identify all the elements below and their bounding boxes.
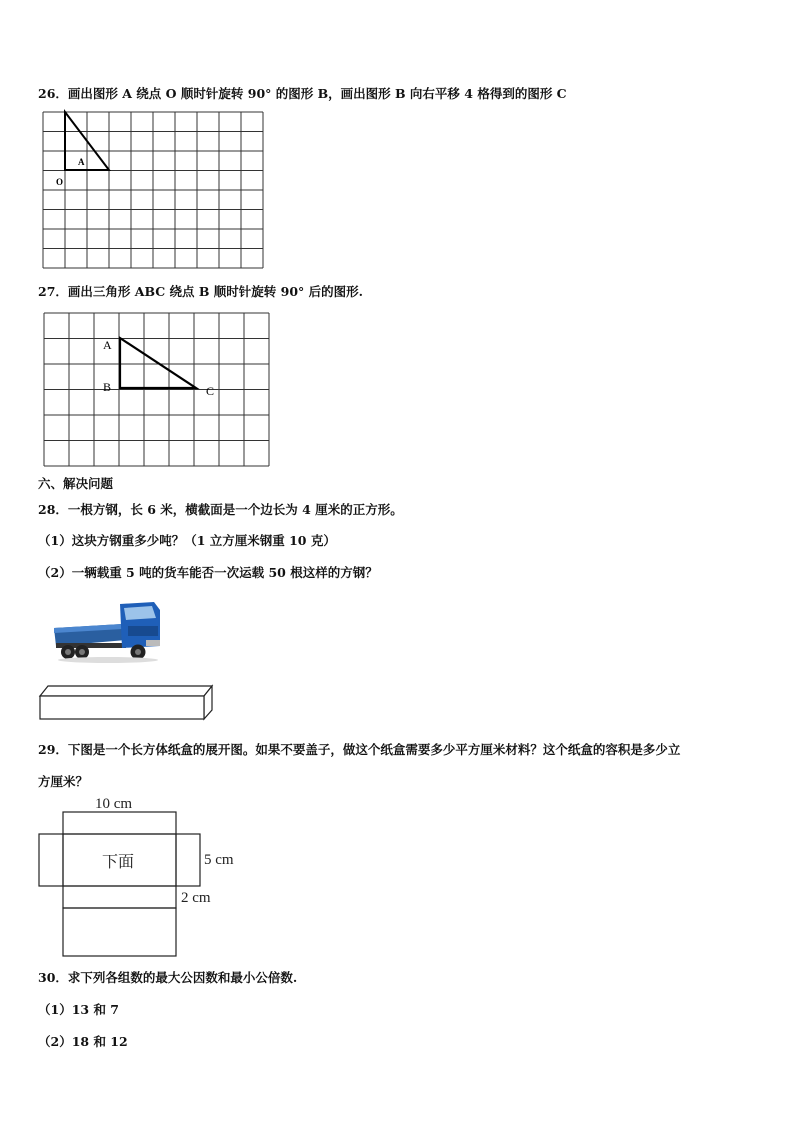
length-label: 10 cm — [95, 796, 133, 812]
q27-grid-figure — [42, 311, 274, 469]
bottom-face-label: 下面 — [102, 852, 135, 871]
q30-sub1: （1）13 和 7 — [38, 1002, 119, 1017]
q27-grid-lines — [44, 313, 269, 466]
q28-sub2: （2）一辆载重 5 吨的货车能否一次运载 50 根这样的方钢？ — [38, 565, 378, 580]
net-extra-face — [63, 908, 176, 956]
shape-a-label: A — [78, 157, 85, 167]
vertex-c-label: C — [206, 384, 215, 398]
net-left-face — [39, 834, 63, 886]
net-back-face — [63, 812, 176, 834]
q29-text-line2: 方厘米？ — [38, 774, 89, 789]
q26-grid-lines — [43, 112, 263, 268]
triangle-abc — [120, 338, 196, 388]
net-front-face — [63, 886, 176, 908]
q27-text: 27．画出三角形 ABC 绕点 B 顺时针旋转 90° 后的图形. — [38, 284, 364, 299]
vertex-b-label: B — [103, 380, 112, 394]
q28-text: 28．一根方钢，长 6 米，横截面是一个边长为 4 厘米的正方形。 — [38, 502, 403, 517]
q26-grid-figure — [40, 108, 270, 270]
q30-text: 30．求下列各组数的最大公因数和最小公倍数. — [38, 970, 298, 985]
section6-title: 六、解决问题 — [38, 476, 114, 491]
q29-text-line1: 29．下图是一个长方体纸盒的展开图。如果不要盖子，做这个纸盒需要多少平方厘米材料？这个纸盒的容积是多少立 — [38, 742, 681, 757]
height-label: 2 cm — [181, 890, 211, 906]
box-net-figure — [36, 790, 256, 960]
net-right-face — [176, 834, 200, 886]
truck-image — [50, 596, 162, 664]
vertex-a-label: A — [103, 338, 112, 352]
width-label: 5 cm — [204, 852, 234, 868]
q26-text: 26．画出图形 A 绕点 O 顺时针旋转 90° 的图形 B，画出图形 B 向右平移 4 格得到的图形 C — [38, 86, 567, 101]
q30-sub2: （2）18 和 12 — [38, 1034, 128, 1049]
point-o-label: O — [56, 177, 64, 187]
steel-bar-image — [38, 684, 214, 722]
q28-sub1: （1）这块方钢重多少吨？（1 立方厘米钢重 10 克） — [38, 533, 336, 548]
